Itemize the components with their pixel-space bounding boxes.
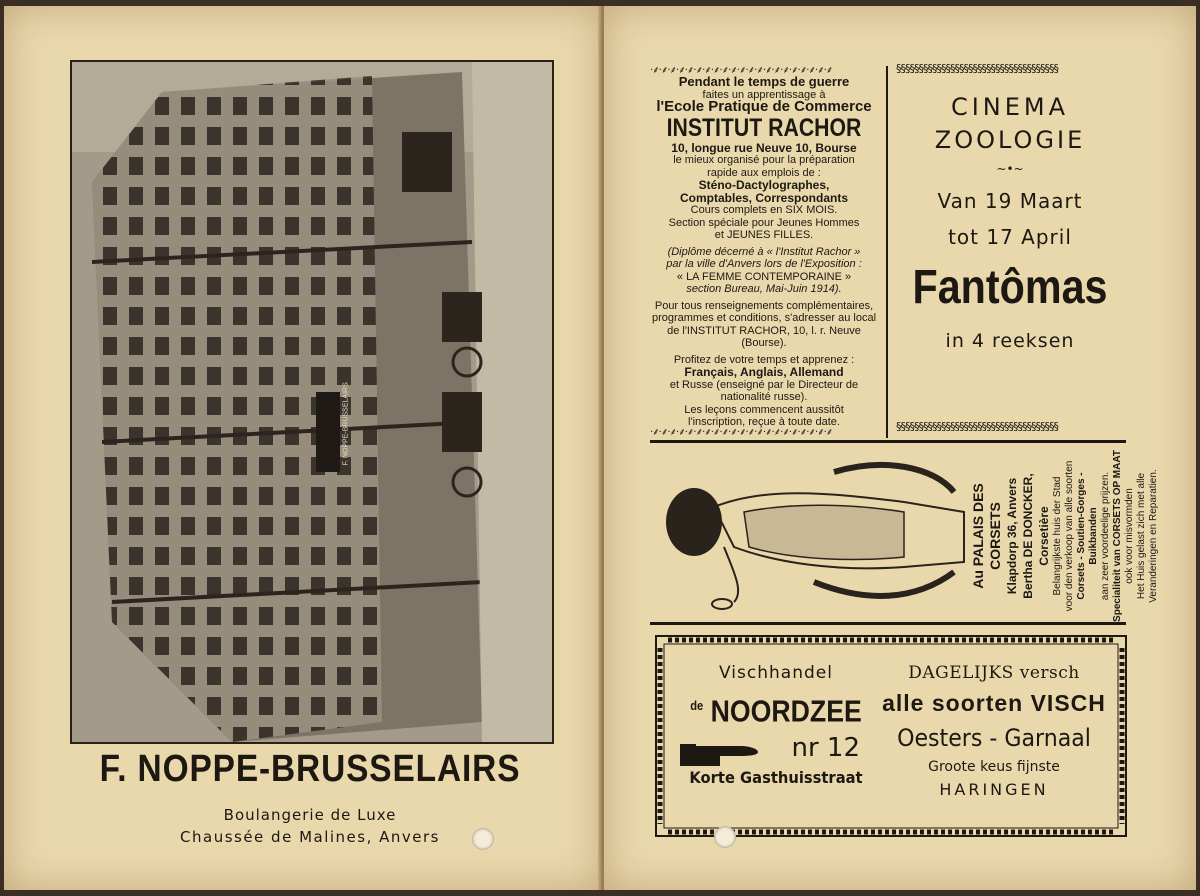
fish-number: nr 12 <box>791 733 860 764</box>
punch-hole-right <box>714 826 736 848</box>
institut-rachor-ad <box>646 76 882 429</box>
rachor-line-13: (Diplôme décerné à « l'Institut Rachor » <box>667 245 861 258</box>
rachor-line-7: rapide aux emplois de : <box>707 166 821 179</box>
corset-address: Klapdorp 36, Anvers <box>1005 477 1019 595</box>
ornament-row-rachor-top: ·⸙·⸙·⸙·⸙·⸙·⸙·⸙·⸙·⸙·⸙·⸙·⸙·⸙·⸙·⸙·⸙·⸙·⸙·⸙·⸙·⸙ <box>650 65 833 76</box>
rachor-line-10: Cours complets en SIX MOIS. <box>690 204 838 216</box>
fish-daily: DAGELIJKS versch <box>908 663 1080 683</box>
fish-street: Korte Gasthuisstraat <box>689 768 863 788</box>
rachor-line-3: l'Ecole Pratique de Commerce <box>656 98 872 115</box>
cinema-series: in 4 reeksen <box>945 330 1075 352</box>
rachor-line-19: de l'INSTITUT RACHOR, 10, l. r. Neuve (Bourse). <box>667 324 861 349</box>
corset-line-11: Veranderingen en Reparatien. <box>1148 469 1159 603</box>
cinema-divider-ornament: ~•~ <box>996 162 1024 176</box>
rachor-title: INSTITUT RACHOR <box>666 113 862 142</box>
ornament-row-rachor-bottom: ·⸙·⸙·⸙·⸙·⸙·⸙·⸙·⸙·⸙·⸙·⸙·⸙·⸙·⸙·⸙·⸙·⸙·⸙·⸙·⸙·⸙ <box>650 427 833 438</box>
punch-hole-left <box>472 828 494 850</box>
corset-line-6: Corsets - Soutien-Gorges - Buikbanden <box>1076 472 1099 600</box>
rachor-line-20: Profitez de votre temps et apprenez : <box>673 353 855 366</box>
fish-choice: Groote keus fijnste <box>928 759 1060 775</box>
rachor-line-24: Les leçons commencent aussitôt <box>684 403 844 416</box>
rachor-line-1: Pendant le temps de guerre <box>678 74 850 89</box>
rachor-line-21: Français, Anglais, Allemand <box>684 365 844 379</box>
rachor-line-23: nationalité russe). <box>720 391 808 403</box>
rachor-line-25: l'inscription, reçue à toute date. <box>688 416 840 428</box>
fish-oysters: Oesters - Garnaal <box>897 724 1091 752</box>
ornament-row-cinema-bottom: §§§§§§§§§§§§§§§§§§§§§§§§§§§§§§§§§§§§ <box>896 420 1058 433</box>
advertiser-line-1: Boulangerie de Luxe <box>223 806 397 824</box>
corset-owner: Bertha DE DONCKER, Corsetière <box>1021 473 1051 599</box>
rachor-line-17: Pour tous renseignements complémentaires, <box>654 299 874 312</box>
rachor-address: 10, longue rue Neuve 10, Bourse <box>671 140 857 155</box>
corset-line-5: voor den verkoop van alle soorten <box>1064 460 1075 612</box>
corset-line-8: Specialiteit van CORSETS OP MAAT <box>1112 450 1123 622</box>
divider-rule-1 <box>650 440 1126 443</box>
noordzee-right-column <box>874 660 1114 802</box>
corset-shop-name: Au PALAIS DES CORSETS <box>970 483 1003 589</box>
rachor-line-22: et Russe (enseigné par le Directeur de <box>669 378 859 391</box>
cinema-film-title: Fantômas <box>912 261 1108 314</box>
rachor-line-11: Section spéciale pour Jeunes Hommes <box>668 216 860 229</box>
cinema-date-from: Van 19 Maart <box>937 189 1083 213</box>
column-divider <box>886 66 888 438</box>
rachor-line-18: programmes et conditions, s'adresser au local <box>651 312 877 324</box>
corset-line-4: Belangrijkste huis der Stad <box>1052 476 1063 596</box>
fish-shop-prefix: de <box>690 698 704 713</box>
bakery-photo <box>70 60 554 744</box>
cinema-venue: ZOOLOGIE <box>934 126 1086 154</box>
corset-line-7: aan zeer voordeelige prijzen. <box>1100 471 1111 601</box>
fish-shop-word: NOORDZEE <box>710 693 862 729</box>
advertiser-name: F. NOPPE-BRUSSELAIRS <box>99 748 521 790</box>
rachor-line-16: section Bureau, Mai-Juin 1914). <box>686 283 842 295</box>
rachor-line-14: par la ville d'Anvers lors de l'Exposition : <box>666 258 862 270</box>
fish-all-kinds: alle soorten VISCH <box>882 690 1106 716</box>
corset-ad-text <box>970 448 1159 624</box>
pointing-hand-icon <box>680 738 760 772</box>
corset-illustration <box>654 452 972 622</box>
corset-line-9: ook voor misvormden <box>1124 488 1135 584</box>
cinema-date-to: tot 17 April <box>948 225 1072 249</box>
rachor-line-9: Comptables, Correspondants <box>679 190 849 205</box>
fish-trade: Vischhandel <box>719 663 833 683</box>
rachor-line-8: Sténo-Dactylographes, <box>698 178 830 192</box>
rachor-line-15: « LA FEMME CONTEMPORAINE » <box>676 270 852 283</box>
advertiser-line-2: Chaussée de Malines, Anvers <box>180 828 440 846</box>
rachor-line-6: le mieux organisé pour la préparation <box>673 154 855 166</box>
fish-shop-name <box>690 686 862 731</box>
cinema-word: CINEMA <box>950 93 1070 121</box>
rachor-line-2: faites un apprentissage à <box>702 88 826 101</box>
corset-line-10: Het Huis gelast zich met alle <box>1136 472 1147 600</box>
cinema-zoologie-ad <box>892 90 1128 356</box>
building-sign-text: F. NOPPE-BRUSSELAIRS <box>342 382 350 466</box>
rachor-line-12: et JEUNES FILLES. <box>714 229 814 241</box>
fish-herring: HARINGEN <box>939 780 1049 799</box>
ornament-row-cinema-top: §§§§§§§§§§§§§§§§§§§§§§§§§§§§§§§§§§§§ <box>896 62 1058 75</box>
